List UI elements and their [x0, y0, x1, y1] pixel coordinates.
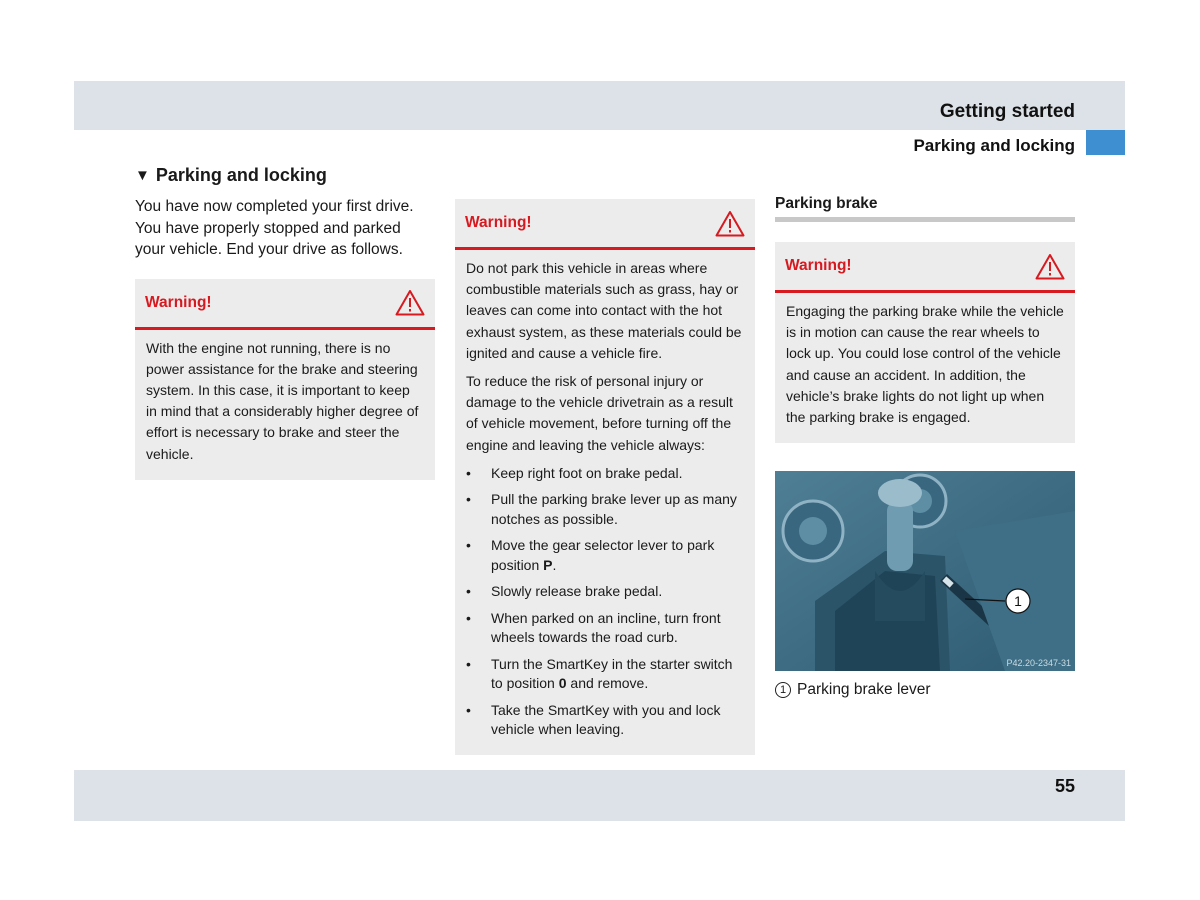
- photo-callout-number: 1: [1014, 593, 1022, 610]
- warning-triangle-icon: [395, 289, 425, 316]
- list-item: • Take the SmartKey with you and lock vehicle when leaving.: [466, 701, 721, 738]
- warning-text: With the engine not running, there is no power assistance for the brake and steering system. In this case, it is important to keep in mind that a considerably higher degree of effort is necessary to brake and steer the vehicle.: [146, 339, 419, 462]
- parking-brake-heading: Parking brake: [775, 195, 1075, 222]
- warning-paragraph-2: To reduce the risk of personal injury or damage to the vehicle drivetrain as a result of vehicle movement, before turning off the engine and leaving the vehicle always:: [466, 373, 733, 453]
- caption-number: 1: [775, 682, 791, 698]
- list-item: • Move the gear selector lever to park position P.: [466, 537, 715, 573]
- list-item: • Pull the parking brake lever up as many notches as possible.: [466, 491, 737, 527]
- warning-triangle-icon: [1035, 253, 1065, 280]
- section-title: Parking and locking: [913, 136, 1075, 155]
- chapter-title: Getting started: [939, 101, 1075, 122]
- list-item: • Slowly release brake pedal.: [466, 583, 663, 600]
- section-heading: [135, 165, 435, 186]
- list-item: • When parked on an incline, turn front wheels towards the road curb.: [466, 609, 721, 646]
- intro-paragraph: You have now completed your first drive. You have properly stopped and parked your vehicle. End your drive as follows.: [135, 198, 414, 258]
- list-item: • Turn the SmartKey in the starter switch to position 0 and remove.: [466, 655, 733, 692]
- warning-header: [135, 279, 435, 330]
- photo-caption: [775, 681, 1075, 699]
- page-number: 55: [1054, 776, 1075, 796]
- column-3: [775, 195, 1075, 699]
- precaution-list: [466, 464, 744, 740]
- photo-code: P42.20-2347-31: [1006, 658, 1071, 669]
- warning-body: [455, 250, 755, 755]
- column-1: [135, 165, 435, 480]
- warning-header: [455, 199, 755, 250]
- warning-body: [135, 330, 435, 480]
- warning-header: [775, 242, 1075, 293]
- down-triangle-icon: ▼: [135, 167, 150, 184]
- list-item: • Keep right foot on brake pedal.: [466, 464, 683, 481]
- warning-body: [775, 293, 1075, 443]
- column-2: [455, 199, 755, 755]
- footer-band: [74, 770, 1125, 821]
- warning-box-fire: [455, 199, 755, 755]
- warning-box-steering: [135, 279, 435, 480]
- warning-paragraph-1: Do not park this vehicle in areas where combustible materials such as grass, hay or leaves can come into contact with the hot exhaust system, as these materials could be ignited and cause a vehicle fire.: [466, 260, 742, 361]
- section-heading-text: Parking and locking: [155, 165, 327, 185]
- caption-text: Parking brake lever: [797, 681, 931, 699]
- warning-label: Warning!: [465, 214, 532, 231]
- section-tab-marker: [1086, 130, 1125, 155]
- parking-brake-photo: [775, 471, 1075, 671]
- warning-triangle-icon: [715, 210, 745, 237]
- warning-label: Warning!: [785, 257, 852, 274]
- warning-box-parking-brake: [775, 242, 1075, 443]
- warning-label: Warning!: [145, 293, 212, 311]
- warning-text: Engaging the parking brake while the vehicle is in motion can cause the rear wheels to lock up. You could lose control of the vehicle and cause an accident. In addition, the vehicle’s brake lights do not light up when the parking brake is engaged.: [786, 303, 1064, 426]
